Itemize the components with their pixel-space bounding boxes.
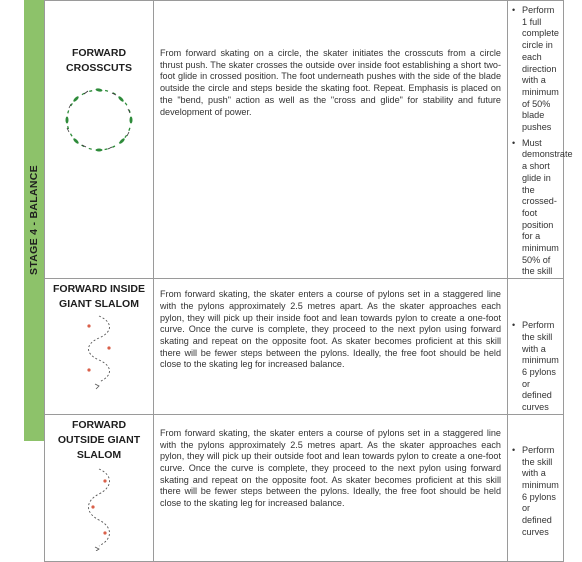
skill-name-cell	[45, 279, 154, 415]
skill-row-inside-slalom	[45, 279, 564, 415]
skill-name: FORWARD OUTSIDE GIANT SLALOM	[57, 418, 141, 461]
criteria-item: • Perform the skill with a minimum 6 pylons or defined curves	[508, 445, 559, 539]
criteria-item: • Must demonstrate a short glide in the crossed-foot position for a minimum 50% of the skill	[508, 138, 559, 278]
skill-row-outside-slalom	[45, 414, 564, 561]
inside-slalom-diagram-icon	[69, 314, 129, 390]
skill-description-cell	[154, 1, 508, 279]
skill-criteria-cell	[508, 1, 573, 279]
skill-description: From forward skating on a circle, the skater initiates the crosscuts from a circle thrust push. The skater crosses the outside over inside foot establishing a short two-foot glide in crossed position. The foot underneath pushes with the side of the blade outside the circle and steps beside the skating foot. Repeat. Emphasis is placed on the "bend, push" action as well as the "cross and glide" for stability and future development of power.	[160, 48, 501, 117]
skill-criteria-cell	[508, 279, 564, 415]
stage-label: STAGE 4 - BALANCE	[28, 165, 40, 275]
skill-description: From forward skating, the skater enters a course of pylons set in a staggered line with the pylons approximately 2.5 metres apart. As the skater approaches each pylon, they will pick up their outside foot and lean towards pylon to create a one-foot curve. Once the curve is complete, they proceed to the next pylon using forward skating and repeat on the opposite foot. As skater becomes proficient at this skill there will be fewer steps between the pylons. Ideally, the free foot should be held close to the skating leg for increased balance.	[160, 427, 501, 509]
skill-description: From forward skating, the skater enters a course of pylons set in a staggered line with the pylons approximately 2.5 metres apart. As the skater approaches each pylon, they will pick up their inside foot and lean towards pylon to create a one-foot curve. Once the curve is complete, they proceed to the next pylon using forward skating and repeat on the opposite foot. As skater becomes proficient at this skill there will be fewer steps between the pylons. Ideally, the free foot should be held close to the skating leg for increased balance.	[160, 289, 501, 370]
skill-name: FORWARD CROSSCUTS	[66, 47, 132, 74]
skill-row-crosscuts	[45, 1, 564, 279]
skill-criteria-cell	[508, 414, 564, 561]
crosscut-circle-diagram-icon	[54, 82, 144, 160]
skill-name: FORWARD INSIDE GIANT SLALOM	[53, 283, 145, 311]
criteria-item: • Perform 1 full complete circle in each direction with a minimum of 50% blade pushes	[508, 5, 559, 134]
outside-slalom-diagram-icon	[69, 467, 129, 551]
criteria-item: • Perform the skill with a minimum 6 pylons or defined curves	[508, 320, 559, 414]
skill-description-cell	[154, 414, 508, 561]
skills-table	[44, 0, 573, 562]
skill-description-cell	[154, 279, 508, 415]
skill-name-cell	[45, 1, 154, 279]
skill-name-cell	[45, 414, 154, 561]
